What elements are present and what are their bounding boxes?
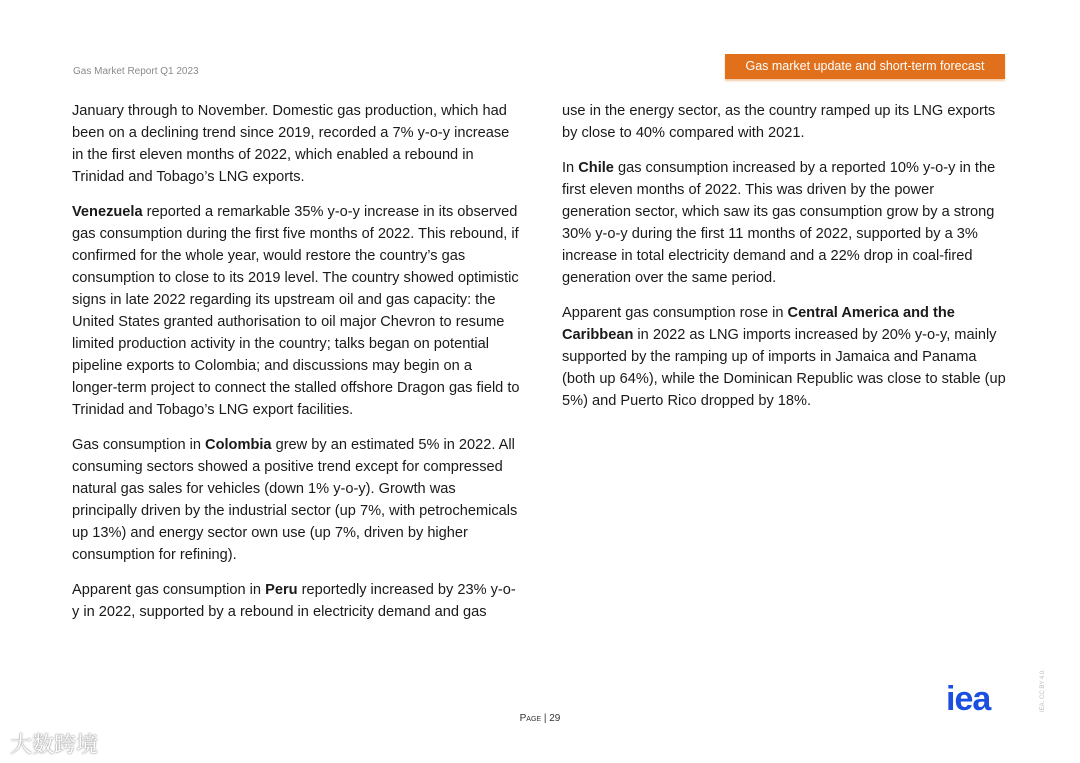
section-tag: Gas market update and short-term forecast	[725, 54, 1005, 79]
page-number: Page | 29	[519, 713, 561, 724]
text-segment: grew by an estimated 5% in 2022. All consuming sectors showed a positive trend except for compressed natural gas sales for vehicles (down 1% y-o-y). Growth was principally driven by the industrial sector (up 7%, with petrochemicals up 13%) and energy sector own use (up 7%, driven by higher consumption for refining).	[72, 437, 518, 563]
bold-term: Peru	[265, 582, 298, 598]
paragraph	[72, 579, 520, 623]
bold-term: Colombia	[205, 437, 272, 453]
text-segment: Apparent gas consumption rose in	[562, 305, 788, 321]
text-segment: January through to November. Domestic gas production, which had been on a declining trend since 2019, recorded a 7% y-o-y increase in the first eleven months of 2022, which enabled a rebound in Trinidad and Tobago’s LNG exports.	[72, 103, 510, 185]
bold-term: Venezuela	[72, 204, 143, 220]
text-segment: use in the energy sector, as the country ramped up its LNG exports by close to 40% compared with 2021.	[562, 103, 996, 141]
text-segment: in 2022 as LNG imports increased by 20% y-o-y, mainly supported by the ramping up of imports in Jamaica and Panama (both up 64%), while the Dominican Republic was close to stable (up 5%) and Puerto Rico dropped by 18%.	[562, 327, 1006, 409]
bold-term: Chile	[578, 160, 614, 176]
iea-logo: iea	[946, 680, 991, 718]
text-segment: reportedly increased by 23% y-o-y in 2022, supported by a rebound in electricity demand and gas	[72, 582, 516, 620]
paragraph	[562, 100, 1007, 144]
text-segment: Gas consumption in	[72, 437, 206, 453]
text-segment: gas consumption increased by a reported 10% y-o-y in the first eleven months of 2022. This was driven by the power generation sector, which saw its gas consumption grow by a strong 30% y-o-y during the first 11 months of 2022, supported by a 3% increase in total electricity demand and a 22% drop in coal-fired generation over the same period.	[562, 160, 996, 286]
paragraph	[72, 100, 520, 188]
paragraph	[72, 434, 520, 566]
right-column	[562, 100, 1007, 425]
license-text: IEA. CC BY 4.0.	[1040, 669, 1046, 712]
paragraph	[562, 157, 1007, 289]
text-segment: In	[562, 160, 579, 176]
paragraph	[72, 201, 520, 421]
report-title: Gas Market Report Q1 2023	[73, 66, 199, 77]
left-column	[72, 100, 520, 636]
watermark: 大数跨境	[10, 732, 99, 757]
bold-term: Central America and the Caribbean	[562, 305, 955, 343]
text-segment: Apparent gas consumption in	[72, 582, 266, 598]
paragraph	[562, 302, 1007, 412]
text-segment: reported a remarkable 35% y-o-y increase in its observed gas consumption during the first five months of 2022. This rebound, if confirmed for the whole year, would restore the country’s gas consumption to close to its 2019 level. The country showed optimistic signs in late 2022 regarding its upstream oil and gas capacity: the United States granted authorisation to oil major Chevron to resume limited production activity in the country; talks began on potential pipeline exports to Colombia; and discussions may begin on a longer-term project to connect the stalled offshore Dragon gas field to Trinidad and Tobago’s LNG export facilities.	[72, 204, 520, 418]
